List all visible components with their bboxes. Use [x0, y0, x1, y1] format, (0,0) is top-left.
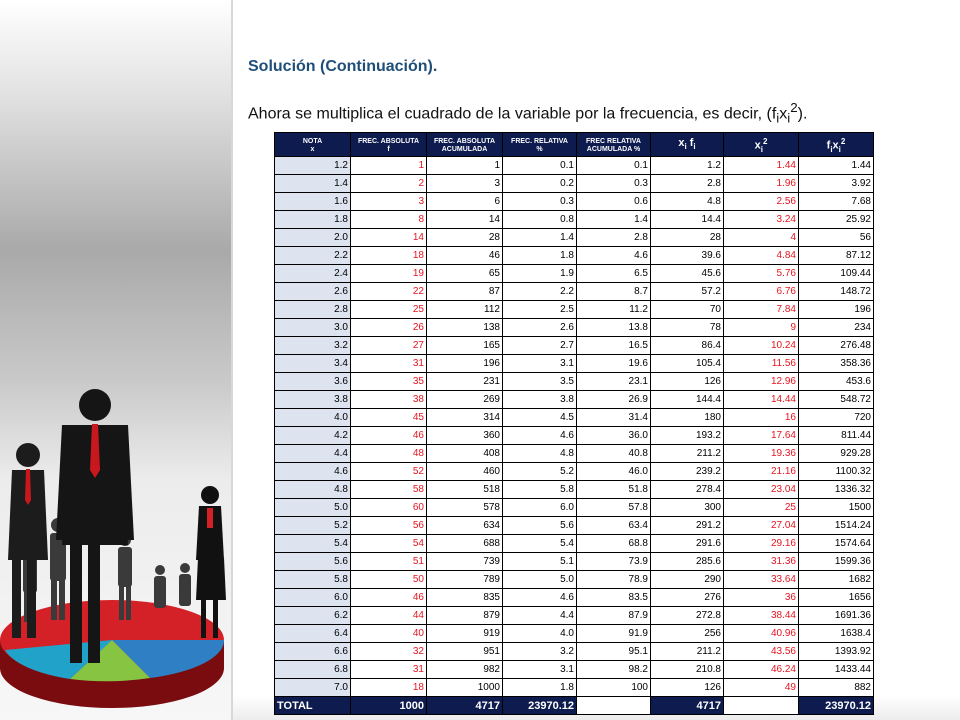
cell-xi-squared: 9: [724, 319, 799, 337]
cell-xi-squared: 14.44: [724, 391, 799, 409]
table-row: [275, 427, 874, 445]
cell-frec-absoluta-acumulada: 314: [427, 409, 503, 427]
cell-frec-relativa-acumulada: 16.5: [577, 337, 651, 355]
cell-frec-relativa-acumulada: 78.9: [577, 571, 651, 589]
cell-frec-absoluta: 1: [351, 157, 427, 175]
total-frec-relativa: 23970.12: [503, 697, 577, 715]
cell-frec-relativa-acumulada: 87.9: [577, 607, 651, 625]
table-row: [275, 661, 874, 679]
cell-frec-absoluta-acumulada: 879: [427, 607, 503, 625]
table-total-row: [275, 697, 874, 715]
cell-nota: 2.2: [275, 247, 351, 265]
cell-frec-relativa: 0.3: [503, 193, 577, 211]
cell-frec-absoluta: 35: [351, 373, 427, 391]
table-body: [275, 157, 874, 697]
cell-xi-fi: 2.8: [651, 175, 724, 193]
cell-nota: 1.8: [275, 211, 351, 229]
cell-frec-relativa: 4.6: [503, 427, 577, 445]
cell-xi-squared: 31.36: [724, 553, 799, 571]
cell-frec-relativa-acumulada: 6.5: [577, 265, 651, 283]
cell-frec-relativa: 5.8: [503, 481, 577, 499]
cell-nota: 2.0: [275, 229, 351, 247]
table-row: [275, 409, 874, 427]
cell-xi-fi: 70: [651, 301, 724, 319]
cell-xi-fi: 272.8: [651, 607, 724, 625]
cell-xi-fi: 45.6: [651, 265, 724, 283]
cell-frec-relativa: 5.2: [503, 463, 577, 481]
cell-frec-absoluta: 48: [351, 445, 427, 463]
cell-frec-relativa-acumulada: 13.8: [577, 319, 651, 337]
cell-frec-relativa-acumulada: 51.8: [577, 481, 651, 499]
cell-xi-fi: 278.4: [651, 481, 724, 499]
cell-fi-xi-squared: 1336.32: [799, 481, 874, 499]
table-row: [275, 337, 874, 355]
cell-frec-relativa: 4.6: [503, 589, 577, 607]
table-row: [275, 481, 874, 499]
cell-xi-fi: 105.4: [651, 355, 724, 373]
cell-fi-xi-squared: 358.36: [799, 355, 874, 373]
cell-xi-squared: 1.44: [724, 157, 799, 175]
cell-frec-absoluta-acumulada: 360: [427, 427, 503, 445]
cell-frec-relativa: 0.2: [503, 175, 577, 193]
cell-frec-absoluta-acumulada: 951: [427, 643, 503, 661]
cell-xi-squared: 19.36: [724, 445, 799, 463]
cell-frec-relativa-acumulada: 0.3: [577, 175, 651, 193]
cell-xi-fi: 291.2: [651, 517, 724, 535]
table-row: [275, 319, 874, 337]
cell-frec-relativa-acumulada: 2.8: [577, 229, 651, 247]
cell-xi-fi: 211.2: [651, 643, 724, 661]
cell-xi-squared: 2.56: [724, 193, 799, 211]
cell-fi-xi-squared: 25.92: [799, 211, 874, 229]
cell-fi-xi-squared: 1100.32: [799, 463, 874, 481]
cell-xi-fi: 285.6: [651, 553, 724, 571]
panel-divider: [231, 0, 233, 720]
cell-frec-relativa: 6.0: [503, 499, 577, 517]
cell-fi-xi-squared: 1638.4: [799, 625, 874, 643]
cell-frec-absoluta: 25: [351, 301, 427, 319]
business-people-pie-illustration: [0, 0, 231, 720]
cell-nota: 5.8: [275, 571, 351, 589]
cell-frec-absoluta: 54: [351, 535, 427, 553]
cell-xi-fi: 39.6: [651, 247, 724, 265]
cell-nota: 2.8: [275, 301, 351, 319]
cell-fi-xi-squared: 109.44: [799, 265, 874, 283]
cell-frec-absoluta-acumulada: 739: [427, 553, 503, 571]
cell-frec-relativa: 2.5: [503, 301, 577, 319]
cell-xi-fi: 180: [651, 409, 724, 427]
cell-frec-absoluta-acumulada: 835: [427, 589, 503, 607]
header-xi-fi: $x_i$ $f_i$: [651, 133, 724, 157]
cell-fi-xi-squared: 1691.36: [799, 607, 874, 625]
cell-nota: 6.6: [275, 643, 351, 661]
cell-frec-relativa: 3.5: [503, 373, 577, 391]
cell-frec-relativa: 5.4: [503, 535, 577, 553]
table-row: [275, 391, 874, 409]
cell-frec-absoluta-acumulada: 112: [427, 301, 503, 319]
cell-frec-absoluta-acumulada: 138: [427, 319, 503, 337]
total-fi-xi-squared: 23970.12: [799, 697, 874, 715]
cell-frec-absoluta: 3: [351, 193, 427, 211]
cell-xi-fi: 14.4: [651, 211, 724, 229]
cell-frec-relativa-acumulada: 1.4: [577, 211, 651, 229]
cell-fi-xi-squared: 1574.64: [799, 535, 874, 553]
cell-xi-squared: 49: [724, 679, 799, 697]
cell-fi-xi-squared: 1433.44: [799, 661, 874, 679]
cell-frec-relativa: 0.8: [503, 211, 577, 229]
cell-frec-relativa: 5.1: [503, 553, 577, 571]
cell-frec-relativa-acumulada: 4.6: [577, 247, 651, 265]
cell-frec-absoluta: 50: [351, 571, 427, 589]
cell-frec-absoluta: 46: [351, 427, 427, 445]
cell-nota: 2.4: [275, 265, 351, 283]
header-frec-relativa-acumulada: FREC RELATIVA ACUMULADA %: [577, 133, 651, 157]
cell-frec-relativa: 1.4: [503, 229, 577, 247]
frequency-table: [274, 132, 874, 715]
cell-frec-relativa-acumulada: 98.2: [577, 661, 651, 679]
cell-xi-fi: 28: [651, 229, 724, 247]
cell-nota: 1.6: [275, 193, 351, 211]
header-frec-absoluta-acumulada: FREC. ABSOLUTA ACUMULADA: [427, 133, 503, 157]
total-frec-absoluta-acumulada: 4717: [427, 697, 503, 715]
cell-fi-xi-squared: 453.6: [799, 373, 874, 391]
cell-nota: 5.0: [275, 499, 351, 517]
cell-xi-squared: 27.04: [724, 517, 799, 535]
cell-frec-relativa: 5.6: [503, 517, 577, 535]
cell-fi-xi-squared: 7.68: [799, 193, 874, 211]
cell-xi-squared: 6.76: [724, 283, 799, 301]
cell-frec-absoluta-acumulada: 460: [427, 463, 503, 481]
cell-frec-relativa: 4.0: [503, 625, 577, 643]
cell-xi-fi: 211.2: [651, 445, 724, 463]
cell-frec-absoluta-acumulada: 231: [427, 373, 503, 391]
cell-nota: 1.2: [275, 157, 351, 175]
cell-xi-squared: 46.24: [724, 661, 799, 679]
cell-xi-squared: 11.56: [724, 355, 799, 373]
cell-nota: 7.0: [275, 679, 351, 697]
cell-frec-absoluta: 8: [351, 211, 427, 229]
cell-fi-xi-squared: 1599.36: [799, 553, 874, 571]
table-row: [275, 247, 874, 265]
cell-frec-relativa-acumulada: 100: [577, 679, 651, 697]
cell-frec-absoluta: 32: [351, 643, 427, 661]
cell-xi-fi: 276: [651, 589, 724, 607]
table-row: [275, 499, 874, 517]
cell-frec-relativa: 1.9: [503, 265, 577, 283]
cell-fi-xi-squared: 148.72: [799, 283, 874, 301]
cell-fi-xi-squared: 276.48: [799, 337, 874, 355]
cell-nota: 6.0: [275, 589, 351, 607]
header-frec-relativa: FREC. RELATIVA %: [503, 133, 577, 157]
table-row: [275, 265, 874, 283]
cell-frec-relativa-acumulada: 40.8: [577, 445, 651, 463]
cell-frec-relativa-acumulada: 83.5: [577, 589, 651, 607]
header-frec-absoluta: FREC. ABSOLUTA f: [351, 133, 427, 157]
cell-nota: 6.4: [275, 625, 351, 643]
cell-xi-squared: 7.84: [724, 301, 799, 319]
cell-xi-squared: 23.04: [724, 481, 799, 499]
cell-fi-xi-squared: 1514.24: [799, 517, 874, 535]
cell-fi-xi-squared: 811.44: [799, 427, 874, 445]
decorative-side-panel: [0, 0, 231, 720]
cell-nota: 4.8: [275, 481, 351, 499]
cell-nota: 4.0: [275, 409, 351, 427]
cell-frec-relativa: 0.1: [503, 157, 577, 175]
cell-frec-absoluta: 26: [351, 319, 427, 337]
cell-frec-relativa-acumulada: 23.1: [577, 373, 651, 391]
cell-nota: 5.2: [275, 517, 351, 535]
cell-nota: 3.0: [275, 319, 351, 337]
cell-fi-xi-squared: 548.72: [799, 391, 874, 409]
cell-frec-absoluta-acumulada: 87: [427, 283, 503, 301]
cell-frec-absoluta: 60: [351, 499, 427, 517]
cell-frec-relativa-acumulada: 91.9: [577, 625, 651, 643]
cell-nota: 6.2: [275, 607, 351, 625]
cell-frec-relativa: 2.2: [503, 283, 577, 301]
cell-xi-fi: 4.8: [651, 193, 724, 211]
cell-frec-absoluta: 40: [351, 625, 427, 643]
cell-nota: 5.4: [275, 535, 351, 553]
table-row: [275, 553, 874, 571]
table-header-row: [275, 133, 874, 157]
cell-nota: 3.6: [275, 373, 351, 391]
cell-frec-absoluta: 31: [351, 661, 427, 679]
cell-xi-squared: 1.96: [724, 175, 799, 193]
cell-frec-relativa-acumulada: 8.7: [577, 283, 651, 301]
cell-xi-squared: 33.64: [724, 571, 799, 589]
cell-frec-relativa-acumulada: 26.9: [577, 391, 651, 409]
table-row: [275, 301, 874, 319]
cell-frec-absoluta: 46: [351, 589, 427, 607]
cell-nota: 4.6: [275, 463, 351, 481]
cell-frec-absoluta: 58: [351, 481, 427, 499]
cell-frec-relativa-acumulada: 68.8: [577, 535, 651, 553]
table-row: [275, 643, 874, 661]
table-row: [275, 679, 874, 697]
cell-frec-absoluta-acumulada: 1000: [427, 679, 503, 697]
cell-xi-squared: 12.96: [724, 373, 799, 391]
cell-xi-squared: 40.96: [724, 625, 799, 643]
cell-xi-fi: 300: [651, 499, 724, 517]
cell-fi-xi-squared: 1393.92: [799, 643, 874, 661]
cell-fi-xi-squared: 3.92: [799, 175, 874, 193]
cell-frec-relativa-acumulada: 0.6: [577, 193, 651, 211]
cell-frec-relativa: 5.0: [503, 571, 577, 589]
cell-nota: 4.4: [275, 445, 351, 463]
cell-fi-xi-squared: 56: [799, 229, 874, 247]
cell-xi-squared: 38.44: [724, 607, 799, 625]
cell-frec-absoluta-acumulada: 919: [427, 625, 503, 643]
cell-nota: 4.2: [275, 427, 351, 445]
cell-frec-relativa-acumulada: 19.6: [577, 355, 651, 373]
cell-frec-relativa: 1.8: [503, 679, 577, 697]
cell-fi-xi-squared: 1500: [799, 499, 874, 517]
cell-fi-xi-squared: 882: [799, 679, 874, 697]
cell-frec-absoluta-acumulada: 578: [427, 499, 503, 517]
header-nota: NOTA x: [275, 133, 351, 157]
table-row: [275, 535, 874, 553]
cell-frec-absoluta: 38: [351, 391, 427, 409]
cell-xi-squared: 10.24: [724, 337, 799, 355]
cell-frec-relativa: 4.8: [503, 445, 577, 463]
cell-frec-relativa-acumulada: 11.2: [577, 301, 651, 319]
table-row: [275, 463, 874, 481]
cell-nota: 3.2: [275, 337, 351, 355]
cell-nota: 1.4: [275, 175, 351, 193]
cell-fi-xi-squared: 1682: [799, 571, 874, 589]
cell-xi-fi: 1.2: [651, 157, 724, 175]
cell-frec-relativa: 4.5: [503, 409, 577, 427]
cell-frec-absoluta: 22: [351, 283, 427, 301]
total-empty-cell: [724, 697, 799, 715]
cell-nota: 2.6: [275, 283, 351, 301]
cell-frec-absoluta-acumulada: 982: [427, 661, 503, 679]
cell-xi-squared: 5.76: [724, 265, 799, 283]
table-row: [275, 373, 874, 391]
cell-xi-squared: 29.16: [724, 535, 799, 553]
cell-fi-xi-squared: 1656: [799, 589, 874, 607]
table-row: [275, 571, 874, 589]
header-fi-xi-squared: $f_ix_i^2$: [799, 133, 874, 157]
cell-frec-absoluta-acumulada: 3: [427, 175, 503, 193]
cell-xi-squared: 43.56: [724, 643, 799, 661]
cell-frec-absoluta: 44: [351, 607, 427, 625]
cell-xi-fi: 290: [651, 571, 724, 589]
cell-frec-relativa-acumulada: 95.1: [577, 643, 651, 661]
cell-fi-xi-squared: 929.28: [799, 445, 874, 463]
cell-frec-absoluta-acumulada: 196: [427, 355, 503, 373]
cell-frec-absoluta-acumulada: 688: [427, 535, 503, 553]
table-row: [275, 211, 874, 229]
cell-xi-squared: 3.24: [724, 211, 799, 229]
cell-frec-relativa: 4.4: [503, 607, 577, 625]
cell-frec-relativa-acumulada: 36.0: [577, 427, 651, 445]
cell-frec-relativa-acumulada: 63.4: [577, 517, 651, 535]
cell-xi-fi: 78: [651, 319, 724, 337]
table-row: [275, 355, 874, 373]
total-frec-absoluta: 1000: [351, 697, 427, 715]
cell-xi-squared: 36: [724, 589, 799, 607]
cell-frec-absoluta-acumulada: 14: [427, 211, 503, 229]
header-xi-squared: $x_i^2$: [724, 133, 799, 157]
cell-fi-xi-squared: 1.44: [799, 157, 874, 175]
table-row: [275, 445, 874, 463]
cell-frec-absoluta: 14: [351, 229, 427, 247]
cell-frec-absoluta-acumulada: 789: [427, 571, 503, 589]
cell-fi-xi-squared: 87.12: [799, 247, 874, 265]
cell-frec-absoluta-acumulada: 1: [427, 157, 503, 175]
cell-frec-relativa: 3.2: [503, 643, 577, 661]
cell-nota: 5.6: [275, 553, 351, 571]
cell-xi-squared: 17.64: [724, 427, 799, 445]
slide-subtitle: Ahora se multiplica el cuadrado de la variable por la frecuencia, es decir, $(f_ix_i^2)$.: [248, 100, 808, 126]
cell-xi-squared: 4: [724, 229, 799, 247]
cell-fi-xi-squared: 196: [799, 301, 874, 319]
cell-nota: 6.8: [275, 661, 351, 679]
cell-frec-absoluta: 27: [351, 337, 427, 355]
cell-frec-absoluta-acumulada: 28: [427, 229, 503, 247]
cell-xi-squared: 25: [724, 499, 799, 517]
cell-xi-squared: 21.16: [724, 463, 799, 481]
cell-frec-absoluta: 2: [351, 175, 427, 193]
cell-frec-relativa: 2.6: [503, 319, 577, 337]
cell-frec-absoluta-acumulada: 634: [427, 517, 503, 535]
cell-frec-absoluta-acumulada: 269: [427, 391, 503, 409]
table-row: [275, 175, 874, 193]
cell-xi-squared: 4.84: [724, 247, 799, 265]
cell-frec-relativa: 3.1: [503, 661, 577, 679]
table-row: [275, 625, 874, 643]
total-xi-fi: 4717: [651, 697, 724, 715]
cell-xi-fi: 239.2: [651, 463, 724, 481]
cell-frec-relativa-acumulada: 57.8: [577, 499, 651, 517]
cell-frec-relativa-acumulada: 0.1: [577, 157, 651, 175]
cell-fi-xi-squared: 720: [799, 409, 874, 427]
cell-xi-fi: 57.2: [651, 283, 724, 301]
cell-frec-absoluta: 18: [351, 247, 427, 265]
table-row: [275, 607, 874, 625]
cell-frec-absoluta: 31: [351, 355, 427, 373]
cell-nota: 3.8: [275, 391, 351, 409]
cell-xi-squared: 16: [724, 409, 799, 427]
cell-frec-absoluta: 52: [351, 463, 427, 481]
cell-frec-relativa-acumulada: 73.9: [577, 553, 651, 571]
cell-xi-fi: 144.4: [651, 391, 724, 409]
cell-frec-absoluta-acumulada: 165: [427, 337, 503, 355]
cell-xi-fi: 291.6: [651, 535, 724, 553]
cell-frec-absoluta-acumulada: 65: [427, 265, 503, 283]
cell-frec-relativa: 3.1: [503, 355, 577, 373]
cell-frec-absoluta: 56: [351, 517, 427, 535]
cell-xi-fi: 86.4: [651, 337, 724, 355]
cell-xi-fi: 210.8: [651, 661, 724, 679]
table-row: [275, 193, 874, 211]
cell-fi-xi-squared: 234: [799, 319, 874, 337]
cell-xi-fi: 126: [651, 373, 724, 391]
cell-frec-absoluta-acumulada: 6: [427, 193, 503, 211]
cell-frec-absoluta-acumulada: 46: [427, 247, 503, 265]
cell-xi-fi: 193.2: [651, 427, 724, 445]
cell-nota: 3.4: [275, 355, 351, 373]
table-row: [275, 157, 874, 175]
cell-frec-absoluta: 18: [351, 679, 427, 697]
cell-frec-absoluta-acumulada: 408: [427, 445, 503, 463]
table-row: [275, 229, 874, 247]
cell-frec-absoluta: 45: [351, 409, 427, 427]
cell-frec-relativa-acumulada: 46.0: [577, 463, 651, 481]
cell-frec-absoluta: 19: [351, 265, 427, 283]
cell-frec-relativa: 3.8: [503, 391, 577, 409]
cell-frec-relativa-acumulada: 31.4: [577, 409, 651, 427]
total-empty-cell: [577, 697, 651, 715]
table-row: [275, 283, 874, 301]
total-label: TOTAL: [275, 697, 351, 715]
cell-frec-absoluta-acumulada: 518: [427, 481, 503, 499]
cell-frec-relativa: 2.7: [503, 337, 577, 355]
slide-heading: Solución (Continuación).: [248, 58, 438, 75]
table-row: [275, 589, 874, 607]
cell-xi-fi: 126: [651, 679, 724, 697]
cell-frec-absoluta: 51: [351, 553, 427, 571]
table-row: [275, 517, 874, 535]
cell-frec-relativa: 1.8: [503, 247, 577, 265]
cell-xi-fi: 256: [651, 625, 724, 643]
